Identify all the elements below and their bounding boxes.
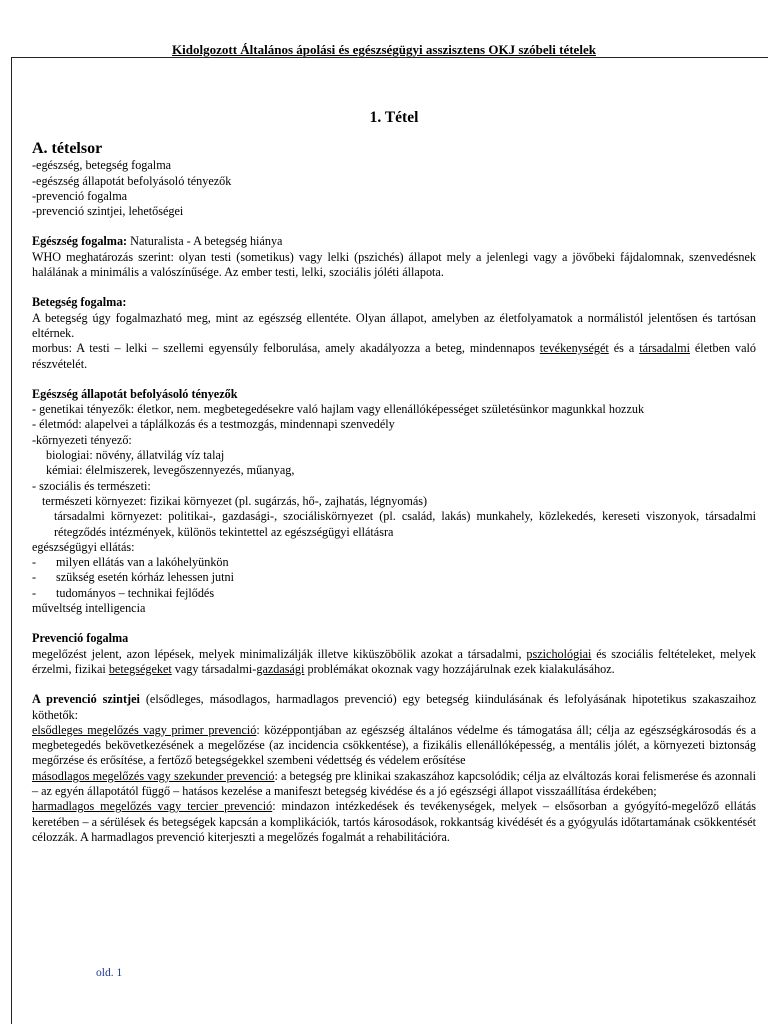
morbus-text: és a xyxy=(608,341,640,356)
list-item: - milyen ellátás van a lakóhelyünkön xyxy=(32,555,229,570)
list-item: - szükség esetén kórház lehessen jutni xyxy=(32,570,235,585)
factor-genetic: - genetikai tényezők: életkor, nem. megbetegedésekre való hajlam vagy ellenállóképességet születésünkor magunkkal hozzuk xyxy=(32,402,645,417)
list-item: - tudományos – technikai fejlődés xyxy=(32,585,215,600)
prevention-span: megelőzést jelent, azon lépések, melyek minimalizálják illetve kiküszöbölik azokat a társadalmi, xyxy=(32,646,527,661)
prevention-heading: Prevenció fogalma xyxy=(32,631,129,646)
who-definition: WHO meghatározás szerint: olyan testi (sometikus) vagy lelki (pszichés) állapot mely a jelenlegi vagy a jövőbeki fájdalomnak, szenvedésnek halálának a minimális a valószínűsége. Az ember testi, lelki, szociális jóléti állapota. xyxy=(32,249,756,280)
health-subtitle: Naturalista - A betegség hiánya xyxy=(127,234,283,249)
levels-intro xyxy=(32,692,756,723)
health-definition xyxy=(32,234,756,249)
factor-care: egészségügyi ellátás: xyxy=(32,539,135,554)
prevention-span: vagy társadalmi- xyxy=(171,661,257,676)
psychology-link[interactable]: pszichológiai xyxy=(526,646,592,661)
social-link[interactable]: társadalmi xyxy=(639,341,690,356)
document-header: Kidolgozott Általános ápolási és egészségügyi asszisztens OKJ szóbeli tételek xyxy=(172,42,596,57)
care-item-text: milyen ellátás van a lakóhelyünkön xyxy=(56,555,229,570)
topic-item: -egészség állapotát befolyásoló tényezők xyxy=(32,173,232,188)
activity-link[interactable]: tevékenységét xyxy=(539,341,609,356)
tertiary-prevention-link[interactable]: harmadlagos megelőzés vagy tercier prevenció xyxy=(32,799,273,814)
illness-text: A betegség úgy fogalmazható meg, mint az egészség ellentéte. Olyan állapot, amelyben az életfolyamatok a normálistól jelentősen és tartósan eltérnek. xyxy=(32,310,756,340)
page-number: old. 1 xyxy=(96,967,123,979)
morbus-text: morbus: A testi – lelki – szellemi egyensúly felborulása, amely akadályozza a beteg, mindennapos xyxy=(32,341,540,356)
secondary-prevention-text: : a betegség pre klinikai szakaszához kapcsolódik; célja az elváltozás korai felismerése és azonnali – az egyén állapotától függő – hatásos kezelése a manifeszt betegség kivédése és a jó egészségi állapot visszaállítása érdekében; xyxy=(32,768,757,798)
care-item-text: tudományos – technikai fejlődés xyxy=(56,585,215,600)
morbus-definition xyxy=(32,341,756,372)
set-heading: A. tételsor xyxy=(32,140,103,158)
factor-environment: -környezeti tényező: xyxy=(32,432,132,447)
factor-societal: társadalmi környezet: politikai-, gazdasági-, szociáliskörnyezet (pl. család, lakás) munkahely, közlekedés, kereseti viszonyok, társadalmi rétegződés intézmények, különös tekintettel az egészségügyi ellátásra xyxy=(54,509,756,539)
topic-item: -egészség, betegség fogalma xyxy=(32,158,172,173)
factor-lifestyle: - életmód: alapelvei a táplálkozás és a testmozgás, mindennapi szenvedély xyxy=(32,417,395,432)
levels-heading: A prevenció szintjei xyxy=(32,692,140,707)
factor-natural: természeti környezet: fizikai környezet (pl. sugárzás, hő-, zajhatás, légnyomás) xyxy=(42,493,428,508)
morbus-text: életben való részvételét. xyxy=(32,341,757,371)
factors-heading: Egészség állapotát befolyásoló tényezők xyxy=(32,386,238,401)
factor-biological: biologiai: növény, állatvilág víz talaj xyxy=(46,448,225,463)
primary-prevention xyxy=(32,723,756,769)
primary-prevention-link[interactable]: elsődleges megelőzés vagy primer prevenció xyxy=(32,722,257,737)
care-item-text: szükség esetén kórház lehessen jutni xyxy=(56,570,235,585)
document-body xyxy=(32,110,756,845)
primary-prevention-text: : középpontjában az egészség általános védelme és támogatása áll; célja az egészségkárosodás és a megbetegedés bekövetkezésének a megelőzése (az incidencia csökkentése), a fizikális ellenállóképesség, a mentális jólét, a környezeti biztonság megőrzése és erősítése, a fertőző betegségekkel szembeni védettség és védelem erősítése xyxy=(32,722,756,768)
tertiary-prevention xyxy=(32,799,756,845)
page-title: 1. Tétel xyxy=(369,109,419,126)
topic-item: -prevenció szintjei, lehetőségei xyxy=(32,204,184,219)
economic-link[interactable]: gazdasági xyxy=(256,661,305,676)
health-heading: Egészség fogalma: xyxy=(32,234,128,249)
secondary-prevention xyxy=(32,769,756,800)
illnesses-link[interactable]: betegségeket xyxy=(108,661,172,676)
levels-intro-text: (elsődleges, másodlagos, harmadlagos prevenció) egy betegség kiindulásának és lefolyásának hipotetikus szakaszaihoz köthetők: xyxy=(32,692,756,722)
factor-culture: műveltség intelligencia xyxy=(32,601,146,616)
illness-heading: Betegség fogalma: xyxy=(32,295,127,310)
secondary-prevention-link[interactable]: másodlagos megelőzés vagy szekunder prevenció xyxy=(32,768,275,783)
factor-chemical: kémiai: élelmiszerek, levegőszennyezés, műanyag, xyxy=(46,463,295,478)
factor-social: - szociális és természeti: xyxy=(32,478,151,493)
prevention-text xyxy=(32,647,756,678)
prevention-span: és szociális feltételeket, melyek érzelmi, fizikai xyxy=(32,646,756,676)
prevention-span: problémákat okoznak vagy hozzájárulnak ezek kialakulásához. xyxy=(304,661,615,676)
tertiary-prevention-text: : mindazon intézkedések és tevékenységek, melyek – elsősorban a gyógyító-megelőző ellátás keretében – a sérülések és betegségek kapcsán a komplikációk, tartós károsodások, rokkantság kivédését és a gyógyulás időtartamának csökkentését célozzák. A harmadlagos prevenció kiterjeszti a megelőzés fogalmát a rehabilitációra. xyxy=(32,799,757,844)
topic-item: -prevenció fogalma xyxy=(32,188,128,203)
